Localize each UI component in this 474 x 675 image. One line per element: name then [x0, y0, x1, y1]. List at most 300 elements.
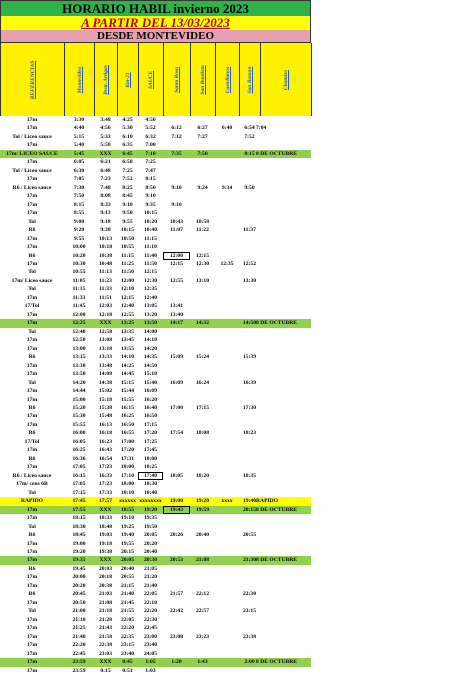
departure-time: 12:55	[169, 277, 184, 284]
schedule-row	[0, 336, 474, 344]
departure-time: 23:00	[143, 633, 158, 640]
schedule-row	[0, 446, 474, 454]
schedule-row	[0, 133, 474, 141]
departure-time: 16:39	[242, 379, 257, 386]
route-reference: 17m	[26, 515, 38, 522]
departure-time: 14:17	[169, 320, 184, 327]
column-header-row	[0, 43, 311, 116]
departure-time: 21:08	[195, 557, 210, 564]
departure-time: 21:25	[72, 625, 86, 632]
departure-time: 21:15	[120, 582, 135, 589]
departure-time: 1:05	[145, 659, 156, 666]
departure-time: 11:23	[99, 277, 112, 284]
column-header	[139, 43, 164, 116]
departure-time: 5:40	[73, 142, 85, 149]
departure-time: 17:40	[138, 472, 163, 480]
departure-time: 12:40	[72, 328, 86, 335]
departure-time: 1:28	[171, 659, 182, 666]
departure-time: 18:10	[120, 489, 135, 496]
departure-time: 21:30	[242, 557, 257, 564]
column-header	[261, 43, 312, 116]
departure-time: 15:00	[72, 396, 86, 403]
departure-time: 10:13	[98, 235, 113, 242]
departure-time: 16:20	[143, 396, 158, 403]
column-header-label: San Bautista	[200, 64, 206, 95]
schedule-row	[0, 404, 474, 412]
route-reference: 17m	[26, 337, 38, 344]
departure-time: 17:30	[242, 404, 257, 411]
departure-time: 13:41	[169, 303, 184, 310]
departure-time: 18:45	[72, 532, 86, 539]
departure-time: 5:15	[73, 133, 85, 140]
departure-time: 14:44	[72, 388, 86, 395]
departure-time: 21:57	[169, 591, 184, 598]
route-reference: Tol	[28, 269, 36, 276]
route-reference: 17m	[26, 320, 38, 327]
departure-time: 19:25	[120, 523, 135, 530]
departure-time: 17:33	[98, 489, 113, 496]
schedule-row	[0, 429, 474, 437]
departure-time: 11:15	[72, 286, 86, 293]
departure-time: 5:45	[73, 150, 85, 157]
departure-time: 20:40	[120, 565, 135, 572]
departure-time: 15:02	[98, 388, 113, 395]
departure-time: 6:35	[122, 142, 133, 149]
departure-time: 10:20	[72, 252, 86, 259]
schedule-row	[0, 141, 474, 149]
departure-time: 7:05	[73, 176, 85, 183]
departure-time: 23:08	[169, 633, 184, 640]
departure-time: 22:38	[98, 642, 113, 649]
departure-time: 21:18	[98, 608, 113, 615]
departure-time: 17:05	[72, 481, 86, 488]
departure-time: 4:56	[100, 125, 111, 132]
departure-time: 23:59	[72, 667, 86, 674]
column-header-label: Montevideo	[76, 66, 83, 93]
route-reference: 17m	[26, 159, 38, 166]
departure-time: 10:15	[120, 227, 135, 234]
departure-time: 19:55	[120, 540, 135, 547]
departure-time: 8:45	[122, 193, 133, 200]
departure-time: 5:58	[100, 142, 111, 149]
departure-time: 13:10	[195, 277, 210, 284]
schedule-row	[0, 201, 474, 209]
departure-time: 11:45	[72, 303, 86, 310]
departure-time: 12:00	[163, 252, 190, 260]
schedule-row	[0, 531, 474, 539]
departure-time: 20:45	[72, 591, 86, 598]
route-reference: 17m/ LICEO SAUCE	[6, 150, 58, 157]
schedule-row	[0, 328, 474, 336]
departure-time: 11:33	[99, 286, 112, 293]
departure-time: 12:15	[120, 294, 135, 301]
departure-time: 15:20	[72, 404, 86, 411]
route-reference: R6	[28, 354, 36, 361]
departure-time: 9:20	[73, 227, 85, 234]
route-reference: 17m	[26, 599, 38, 606]
departure-time: 7:47	[145, 167, 156, 174]
departure-time: 19:43	[163, 506, 190, 514]
departure-time: XXX	[99, 659, 112, 666]
departure-time: 11:25	[121, 260, 134, 267]
departure-time: 9:10	[171, 201, 182, 208]
departure-time: 19:20	[195, 498, 210, 505]
route-reference: Tol	[28, 608, 36, 615]
schedule-row	[0, 235, 474, 243]
departure-time: 22:05	[143, 591, 158, 598]
departure-time: 17:31	[120, 455, 135, 462]
departure-time: 12:35	[143, 286, 158, 293]
departure-time: 21:10	[72, 616, 86, 623]
departure-time: 14:50	[143, 362, 158, 369]
schedule-row	[0, 633, 474, 641]
departure-time: 18:05	[169, 472, 184, 479]
departure-time: 11:37	[243, 227, 256, 234]
departure-time: 16:33	[98, 472, 113, 479]
departure-time: 7:50	[197, 150, 208, 157]
departure-time: 6:48	[100, 167, 111, 174]
departure-time: 7:50	[73, 193, 85, 200]
departure-time: 2:00	[244, 659, 255, 666]
departure-time: 15:18	[98, 396, 113, 403]
departure-time: 15:24	[195, 354, 210, 361]
departure-time: 21:40	[72, 633, 86, 640]
schedule-row	[0, 667, 474, 675]
departure-time: XXX	[99, 150, 112, 157]
departure-time: 17:54	[169, 430, 184, 437]
departure-time: 11:10	[144, 244, 157, 251]
route-reference: 17m	[26, 260, 38, 267]
schedule-row	[0, 260, 474, 268]
departure-time: 10:30	[72, 260, 86, 267]
departure-time: 10:40	[143, 227, 158, 234]
departure-time: 17:23	[98, 464, 113, 471]
column-header	[164, 43, 191, 116]
departure-time: 5:52	[145, 125, 156, 132]
departure-time: 16:15	[72, 472, 86, 479]
route-note: 8 DE OCTUBRE	[256, 150, 298, 157]
departure-time: 22:42	[169, 608, 184, 615]
route-reference: 17/Tol	[24, 303, 40, 310]
departure-time: 12:10	[120, 286, 135, 293]
departure-time: 6:21	[100, 159, 111, 166]
departure-time: 22:05	[120, 616, 135, 623]
column-header-label: Bvar. Artigas	[103, 64, 109, 95]
schedule-row	[0, 421, 474, 429]
schedule-row	[0, 362, 474, 370]
schedule-row	[0, 218, 474, 226]
departure-time: 6:40	[221, 125, 233, 132]
departure-time: 19:00	[169, 498, 184, 505]
departure-time: 6:32	[145, 133, 156, 140]
route-reference: 17m	[26, 650, 38, 657]
route-reference: 17m	[26, 396, 38, 403]
departure-time: 15:55	[72, 421, 86, 428]
departure-time: 1:43	[197, 659, 208, 666]
departure-time: 17:15	[143, 421, 158, 428]
route-reference: 17m	[26, 540, 38, 547]
schedule-row	[0, 311, 474, 319]
departure-time: 12:30	[195, 260, 210, 267]
departure-time: 16:50	[120, 421, 135, 428]
departure-time: 21:40	[120, 591, 135, 598]
departure-time: 20:00	[72, 574, 86, 581]
departure-time: 20:38	[98, 582, 113, 589]
route-reference: 17m	[26, 447, 38, 454]
route-note: 8 DE OCTUBRE	[256, 557, 298, 564]
direction-label: DESDE MONTEVIDEO	[0, 30, 311, 43]
departure-time: 20:30	[143, 557, 158, 564]
departure-time: 6:54	[244, 125, 255, 132]
departure-time: 3:30	[73, 117, 85, 123]
route-reference: Tol	[28, 218, 36, 225]
departure-time: 11:22	[196, 227, 209, 234]
route-reference: Tol / Liceo sauce	[12, 167, 52, 174]
departure-time: XXX	[99, 557, 112, 564]
schedule-row	[0, 252, 474, 260]
departure-time: 17:23	[98, 481, 113, 488]
departure-time: 14:00	[143, 328, 158, 335]
departure-time: 21:55	[120, 608, 135, 615]
departure-time: 18:00	[143, 455, 158, 462]
departure-time: 16:13	[98, 421, 113, 428]
departure-time: 13:33	[98, 354, 113, 361]
column-header	[1, 43, 65, 116]
route-reference: 17m	[26, 633, 38, 640]
schedule-row	[0, 226, 474, 234]
route-reference: 17m	[26, 616, 38, 623]
route-reference: RAPIDO	[20, 498, 44, 505]
schedule-row	[0, 387, 474, 395]
departure-time: 13:00	[72, 345, 86, 352]
schedule-row	[0, 158, 474, 166]
departure-time: 14:25	[120, 362, 135, 369]
departure-time: 11:15	[121, 252, 134, 259]
departure-time: 17:55	[72, 506, 86, 513]
route-reference: R6	[28, 565, 36, 572]
departure-time: 16:18	[98, 430, 113, 437]
departure-time: 11:15	[144, 235, 157, 242]
departure-time: 6:05	[73, 159, 85, 166]
schedule-row	[0, 573, 474, 581]
route-reference: R6	[28, 591, 36, 598]
departure-time: 16:40	[143, 404, 158, 411]
departure-time: 6:45	[122, 150, 133, 157]
schedule-row	[0, 345, 474, 353]
departure-time: 16:09	[169, 379, 184, 386]
schedule-row	[0, 412, 474, 420]
departure-time: 5:30	[122, 125, 133, 132]
departure-time: 12:15	[169, 260, 184, 267]
schedule-row	[0, 582, 474, 590]
departure-time: 18:23	[242, 430, 257, 437]
schedule-row	[0, 556, 474, 564]
route-reference: 17m	[26, 625, 38, 632]
departure-time: 18:48	[98, 523, 113, 530]
route-reference: 17m	[26, 294, 38, 301]
column-header	[216, 43, 240, 116]
departure-time: 22:30	[242, 591, 257, 598]
departure-time: 10:58	[195, 218, 210, 225]
schedule-row	[0, 175, 474, 183]
departure-time: 8:33	[100, 201, 111, 208]
departure-time: XXX	[99, 506, 112, 513]
departure-time: 15:38	[98, 404, 113, 411]
departure-time: 7:52	[244, 133, 255, 140]
departure-time: 21:45	[120, 599, 135, 606]
departure-time: 10:18	[98, 244, 113, 251]
departure-time: 4:50	[145, 117, 156, 123]
departure-time: 16:36	[72, 455, 86, 462]
departure-time: 18:40	[143, 489, 158, 496]
departure-time: 12:18	[98, 311, 113, 318]
departure-time: 23:15	[120, 642, 135, 649]
departure-time: 19:18	[98, 540, 113, 547]
departure-time: 9:50	[244, 184, 255, 191]
departure-time: 13:48	[98, 362, 113, 369]
departure-time: 19:35	[72, 557, 86, 564]
route-reference: R6	[28, 252, 36, 259]
departure-time: 20:05	[120, 557, 135, 564]
schedule-row	[0, 607, 474, 615]
route-reference: 17m	[26, 421, 38, 428]
departure-time: 13:08	[98, 337, 113, 344]
route-reference: 17/Tol	[24, 438, 40, 445]
departure-time: 13:50	[143, 320, 158, 327]
departure-time: 12:52	[242, 260, 257, 267]
departure-time: 23:23	[195, 633, 210, 640]
departure-time: 6:30	[73, 167, 85, 174]
departure-time: 17:05	[72, 464, 86, 471]
departure-time: 18:00	[120, 481, 135, 488]
departure-time: 19:20	[143, 506, 158, 513]
schedule-row	[0, 438, 474, 446]
column-header-label: REFERENCIAS	[29, 60, 36, 99]
departure-time: 13:20	[143, 311, 158, 318]
route-reference: 17m/ cens 6B	[16, 481, 48, 488]
route-reference: R6	[28, 455, 36, 462]
departure-time: 23:38	[242, 633, 257, 640]
departure-time: 22:45	[72, 650, 86, 657]
departure-time: 9:35	[145, 201, 156, 208]
route-reference: Tol	[28, 379, 36, 386]
departure-time: 23:15	[242, 608, 257, 615]
departure-time: xxxx	[221, 498, 233, 505]
schedule-row	[0, 548, 474, 556]
departure-time: 19:38	[98, 548, 113, 555]
departure-time: 18:33	[98, 515, 113, 522]
departure-time: 10:55	[72, 269, 86, 276]
schedule-row	[0, 302, 474, 310]
departure-time: 15:48	[98, 413, 113, 420]
departure-time: 20:26	[169, 532, 184, 539]
departure-time: 21:05	[143, 565, 158, 572]
route-reference: 17m	[26, 506, 38, 513]
departure-time: 18:30	[72, 523, 86, 530]
departure-time: 23:40	[143, 642, 158, 649]
schedule-row	[0, 599, 474, 607]
departure-time: 6:10	[122, 133, 133, 140]
route-reference: 17m	[26, 574, 38, 581]
departure-time: 11:13	[99, 269, 112, 276]
route-reference: R6	[28, 532, 36, 539]
departure-time: 20:55	[120, 574, 135, 581]
departure-time: 11:40	[144, 252, 157, 259]
departure-time: 9:18	[100, 218, 111, 225]
departure-time: 12:58	[98, 328, 113, 335]
route-reference: 17m	[26, 311, 38, 318]
departure-time: 12:00	[72, 311, 86, 318]
departure-time: 16:09	[143, 388, 158, 395]
departure-time: 19:59	[195, 506, 210, 513]
route-reference: 17m	[26, 142, 38, 149]
route-reference: Tol	[28, 286, 36, 293]
departure-time: 19:45	[72, 565, 86, 572]
departure-time: 8:15	[145, 176, 156, 183]
schedule-row	[0, 243, 474, 251]
schedule-row	[0, 641, 474, 649]
departure-time: 12:00	[120, 277, 135, 284]
departure-time: 7:30	[73, 184, 85, 191]
departure-time: 10:15	[143, 210, 158, 217]
departure-time: 18:08	[195, 430, 210, 437]
departure-time: 19:10	[120, 515, 135, 522]
departure-time: 13:50	[72, 371, 86, 378]
departure-time: 22:20	[72, 642, 86, 649]
departure-time: 7:48	[100, 184, 111, 191]
schedule-row	[0, 116, 474, 124]
departure-time: 17:20	[120, 447, 135, 454]
departure-time: 15:30	[72, 413, 86, 420]
departure-time: 16:05	[72, 438, 86, 445]
departure-time: 20:15	[120, 548, 135, 555]
route-reference: 17m	[26, 193, 38, 200]
route-reference: R6 / Liceo sauce	[12, 184, 52, 191]
departure-time: 12:25	[72, 320, 86, 327]
departure-time: 14:10	[120, 354, 135, 361]
departure-time: 20:20	[143, 540, 158, 547]
schedule-row	[0, 497, 474, 505]
route-note: 8 DE OCTUBRE	[256, 659, 298, 666]
departure-time: 7:27	[197, 133, 208, 140]
departure-time: 15:40	[143, 379, 158, 386]
schedule-row	[0, 370, 474, 378]
schedule-row	[0, 319, 474, 327]
departure-time: 20:40	[143, 548, 158, 555]
departure-time: 14:10	[143, 337, 158, 344]
departure-time: 16:00	[72, 430, 86, 437]
departure-time: 4:25	[122, 117, 133, 123]
route-reference: R6	[28, 430, 36, 437]
departure-time: 22:20	[120, 625, 135, 632]
departure-time: 11:05	[72, 277, 86, 284]
departure-time: 11:50	[144, 260, 157, 267]
departure-time: 21:03	[98, 591, 113, 598]
departure-time: 10:55	[120, 244, 135, 251]
departure-time: 20:15	[242, 506, 257, 513]
departure-time: 7:23	[100, 176, 111, 183]
departure-time: 16:25	[72, 447, 86, 454]
departure-time: 0:45	[122, 659, 133, 666]
departure-time: 9:34	[221, 184, 233, 191]
departure-time: 21:28	[98, 616, 113, 623]
departure-time: 21:40	[143, 582, 158, 589]
column-header	[240, 43, 261, 116]
route-reference: Tol / Liceo sauce	[12, 133, 52, 140]
departure-time: 8:25	[122, 184, 133, 191]
column-header	[65, 43, 95, 116]
departure-time: 12:15	[143, 269, 158, 276]
